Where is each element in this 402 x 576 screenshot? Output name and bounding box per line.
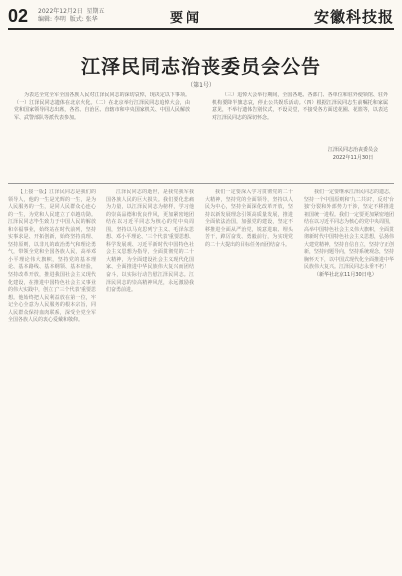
- body-column-4: [304, 189, 394, 567]
- divider: [8, 183, 394, 184]
- notice-lead-left-text: 为表达全党全军全国各族人民对江泽民同志的深切哀悼，现决定以下事项。（一）江泽民同志遗体在北京火化。（二）在北京举行江泽民同志追悼大会，由党和国家领导同志出席，各省、自治区、直辖市和中央国家机关、中国人民解放军、武警部队等派代表参加。: [14, 92, 190, 121]
- section-name: 要闻: [170, 11, 203, 26]
- notice-lead-right-text: （三）追悼大会举行期间，全国各地、各部门、各单位和驻外使领馆、驻外机构要降半旗志哀，停止公共娱乐活动。（四）根据江泽民同志生前嘱托和家属意见，不举行遗体告别仪式，不设灵堂，不接受各方面送花圈、花篮等，以表达对江泽民同志的深切怀念。: [212, 92, 388, 121]
- column-4-text: 我们一定要继承江泽民同志的遗志，坚持一个中国原则和'九二共识'，反对'台独'分裂和外部势力干涉，坚定不移推进祖国统一进程。我们一定要更加紧密地团结在以习近平同志为核心的党中央周围，高举中国特色社会主义伟大旗帜，全面贯彻新时代中国特色社会主义思想，弘扬伟大建党精神，坚持自信自立，坚持守正创新，坚持问题导向，坚持系统观念，坚持胸怀天下，以中国式现代化全面推进中华民族伟大复兴。江泽民同志永垂不朽！: [304, 189, 394, 271]
- signature-block: [328, 147, 378, 162]
- masthead: [8, 6, 394, 30]
- issue-meta: 2022年12月2日 星期五 编辑: 李明 版式: 张华: [38, 8, 105, 23]
- column-2-text: 江泽民同志的逝世，是我党我军我国各族人民的巨大损失。我们要化悲痛为力量，以江泽民同志为榜样，学习他的崇高品德和优良作风，更加紧密地团结在以习近平同志为核心的党中央周围，坚持以马克思列宁主义、毛泽东思想、邓小平理论、'三个代表'重要思想、科学发展观、习近平新时代中国特色社会主义思想为指导，全面贯彻党的二十大精神，为全面建设社会主义现代化国家、全面推进中华民族伟大复兴而团结奋斗，以实际行动告慰江泽民同志。江泽民同志的崇高精神风范，永远激励我们奋勇前进。: [106, 189, 194, 294]
- headline: 江泽民同志治丧委员会公告: [80, 56, 321, 78]
- newspaper-name: 安徽科技报: [313, 8, 394, 26]
- notice-lead-right: [212, 92, 388, 142]
- signature-org: 江泽民同志治丧委员会: [327, 147, 378, 153]
- body-column-1: [8, 189, 96, 567]
- announcement-number: （第1号）: [187, 82, 215, 89]
- column-1-text: 【上接一版】江泽民同志是我们的领导人，他的一生是光辉的一生，是为人民服务的一生，是同人民群众心连心的一生，为党和人民建立了卓越功勋。江泽民同志毕生致力于中国人民的解放和幸福事业，始终站在时代前列，坚持实事求是、开拓创新，始终坚持真理、坚持原则，以非凡的政治勇气和理论勇气，带领全党和全国各族人民，高举邓小平理论伟大旗帜，坚持党的基本理论、基本路线、基本纲领、基本经验，坚持改革开放，推进我国社会主义现代化建设，在推进中国特色社会主义事业的伟大实践中，创立了'三个代表'重要思想。他始终把人民利益放在第一位，牢记全心全意为人民服务的根本宗旨，同人民群众保持血肉联系，深受全党全军全国各族人民的衷心爱戴和敬仰。: [8, 189, 96, 324]
- page-number: 02: [8, 6, 29, 26]
- body-column-2: [106, 189, 194, 567]
- news-credit: （新华社北京11月30日电）: [314, 272, 377, 279]
- notice-lead-left: [14, 92, 190, 142]
- signature-date: 2022年11月30日: [332, 154, 374, 161]
- body-column-3: [205, 189, 293, 567]
- column-3-text: 我们一定要深入学习贯彻党的二十大精神，坚持党的全面领导，坚持以人民为中心，坚持全面深化改革开放，坚持以新发展理念引领高质量发展，推进全面依法治国，加强党的建设，坚定不移推进全面从严治党，锐意进取、埋头苦干，踔厉奋发、勇毅前行，为实现党的二十大提出的目标任务而团结奋斗。: [205, 189, 293, 248]
